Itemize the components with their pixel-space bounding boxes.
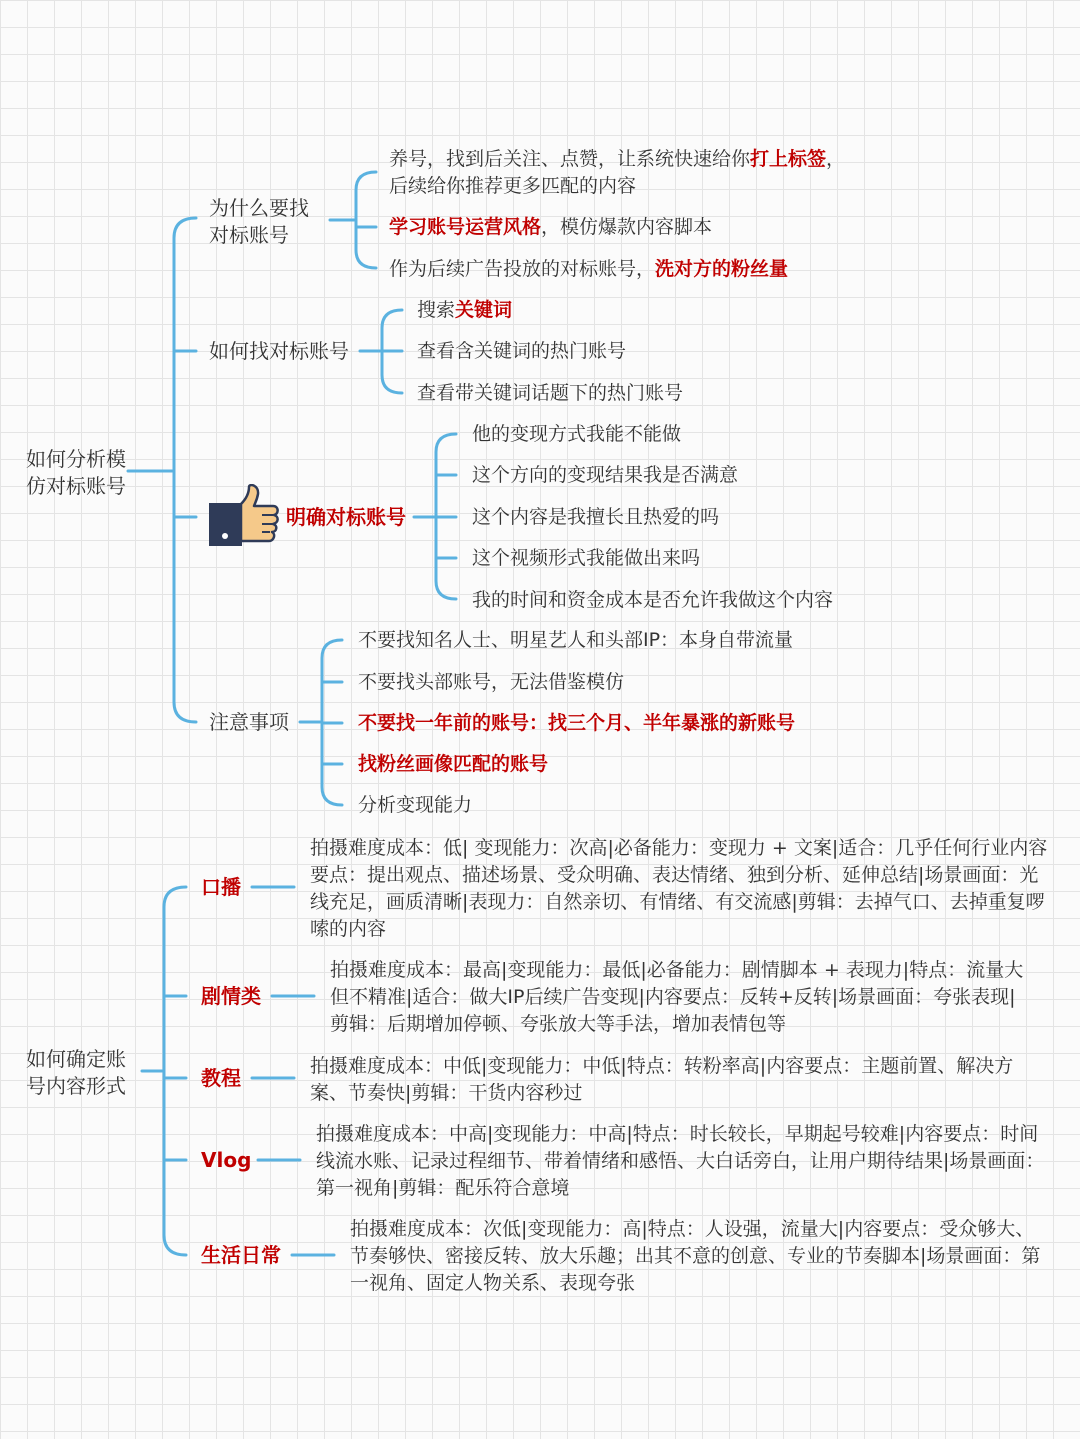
notes-label: 注意事项	[209, 710, 289, 734]
why-item-2-text: ，模仿爆款内容脚本	[541, 216, 713, 238]
notes-item-4: 找粉丝画像匹配的账号	[358, 753, 549, 775]
why-item-1-comma: ，	[826, 148, 846, 170]
why-item-3-highlight: 洗对方的粉丝量	[655, 258, 789, 280]
form-label-juqing: 剧情类	[201, 984, 261, 1008]
form-desc-richang: 拍摄难度成本：次低|变现能力：高|特点：人设强，流量大|内容要点：受众够大、节奏够快、密接反转、放大乐趣；出其不意的创意、专业的节奏脚本|场景画面：第一视角、固定人物关系、表现夸张	[350, 1218, 1041, 1294]
form-label-richang: 生活日常	[201, 1243, 281, 1267]
clarify-item-1: 他的变现方式我能不能做	[472, 423, 682, 445]
form-label-jiaocheng: 教程	[201, 1066, 241, 1090]
form-desc-koubo: 拍摄难度成本：低| 变现能力：次高|必备能力：变现力 + 文案|适合：几乎任何行业内容要点：提出观点、描述场景、受众明确、表达情绪、独到分析、延伸总结|场景画面：光线充足，画质清晰|表现力：自然亲切、有情绪、有交流感|剪辑：去掉气口、去掉重复啰嗦的内容	[310, 837, 1048, 940]
notes-item-1: 不要找知名人士、明星艺人和头部IP：本身自带流量	[358, 629, 794, 651]
why-item-1-line2: 后续给你推荐更多匹配的内容	[389, 175, 637, 197]
root-analyze-title: 如何分析模仿对标账号	[26, 447, 126, 498]
clarify-item-3: 这个内容是我擅长且热爱的吗	[472, 506, 720, 528]
why-item-2-highlight: 学习账号运营风格	[389, 216, 542, 238]
form-desc-juqing: 拍摄难度成本：最高|变现能力：最低|必备能力：剧情脚本 + 表现力|特点：流量大但不精准|适合：做大IP后续广告变现|内容要点：反转+反转|场景画面：夸张表现|剪辑：后期增加停顿、夸张放大等手法，增加表情包等	[330, 959, 1024, 1035]
why-item-1	[389, 146, 845, 173]
root2-bracket	[164, 887, 186, 1255]
clarify-item-5: 我的时间和资金成本是否允许我做这个内容	[472, 589, 834, 611]
clarify-item-4: 这个视频形式我能做出来吗	[472, 547, 701, 569]
how-item-2: 查看含关键词的热门账号	[417, 340, 627, 362]
how-label: 如何找对标账号	[209, 339, 349, 363]
clarify-label: 明确对标账号	[286, 505, 406, 529]
how-item-1-highlight: 关键词	[455, 299, 513, 321]
why-bracket	[356, 172, 376, 268]
root1-bracket	[174, 218, 196, 722]
why-item-1-highlight: 打上标签	[750, 148, 827, 170]
root-form-title: 如何确定账号内容形式	[26, 1047, 126, 1098]
how-item-1-text: 搜索	[417, 299, 456, 321]
notes-item-5: 分析变现能力	[358, 794, 473, 816]
how-item-1	[417, 297, 512, 324]
why-item-3-text: 作为后续广告投放的对标账号，	[389, 258, 656, 280]
why-item-1-text: 养号，找到后关注、点赞，让系统快速给你	[389, 148, 751, 170]
clarify-item-2: 这个方向的变现结果我是否满意	[472, 464, 739, 486]
form-label-vlog: Vlog	[201, 1148, 252, 1172]
why-item-3	[389, 256, 788, 283]
why-item-2	[389, 214, 712, 241]
notes-item-2: 不要找头部账号，无法借鉴模仿	[358, 671, 625, 693]
notes-item-3: 不要找一年前的账号：找三个月、半年暴涨的新账号	[358, 712, 796, 734]
form-label-koubo: 口播	[201, 875, 241, 899]
thumbs-up-icon	[207, 484, 281, 550]
form-desc-vlog: 拍摄难度成本：中高|变现能力：中高|特点：时长较长，早期起号较难|内容要点：时间线流水账、记录过程细节、带着情绪和感悟、大白话旁白，让用户期待结果|场景画面：第一视角|剪辑：配乐符合意境	[316, 1123, 1045, 1199]
why-label: 为什么要找对标账号	[209, 196, 309, 247]
form-desc-jiaocheng: 拍摄难度成本：中低|变现能力：中低|特点：转粉率高|内容要点：主题前置、解决方案、节奏快|剪辑：干货内容秒过	[310, 1055, 1014, 1104]
how-item-3: 查看带关键词话题下的热门账号	[417, 382, 684, 404]
